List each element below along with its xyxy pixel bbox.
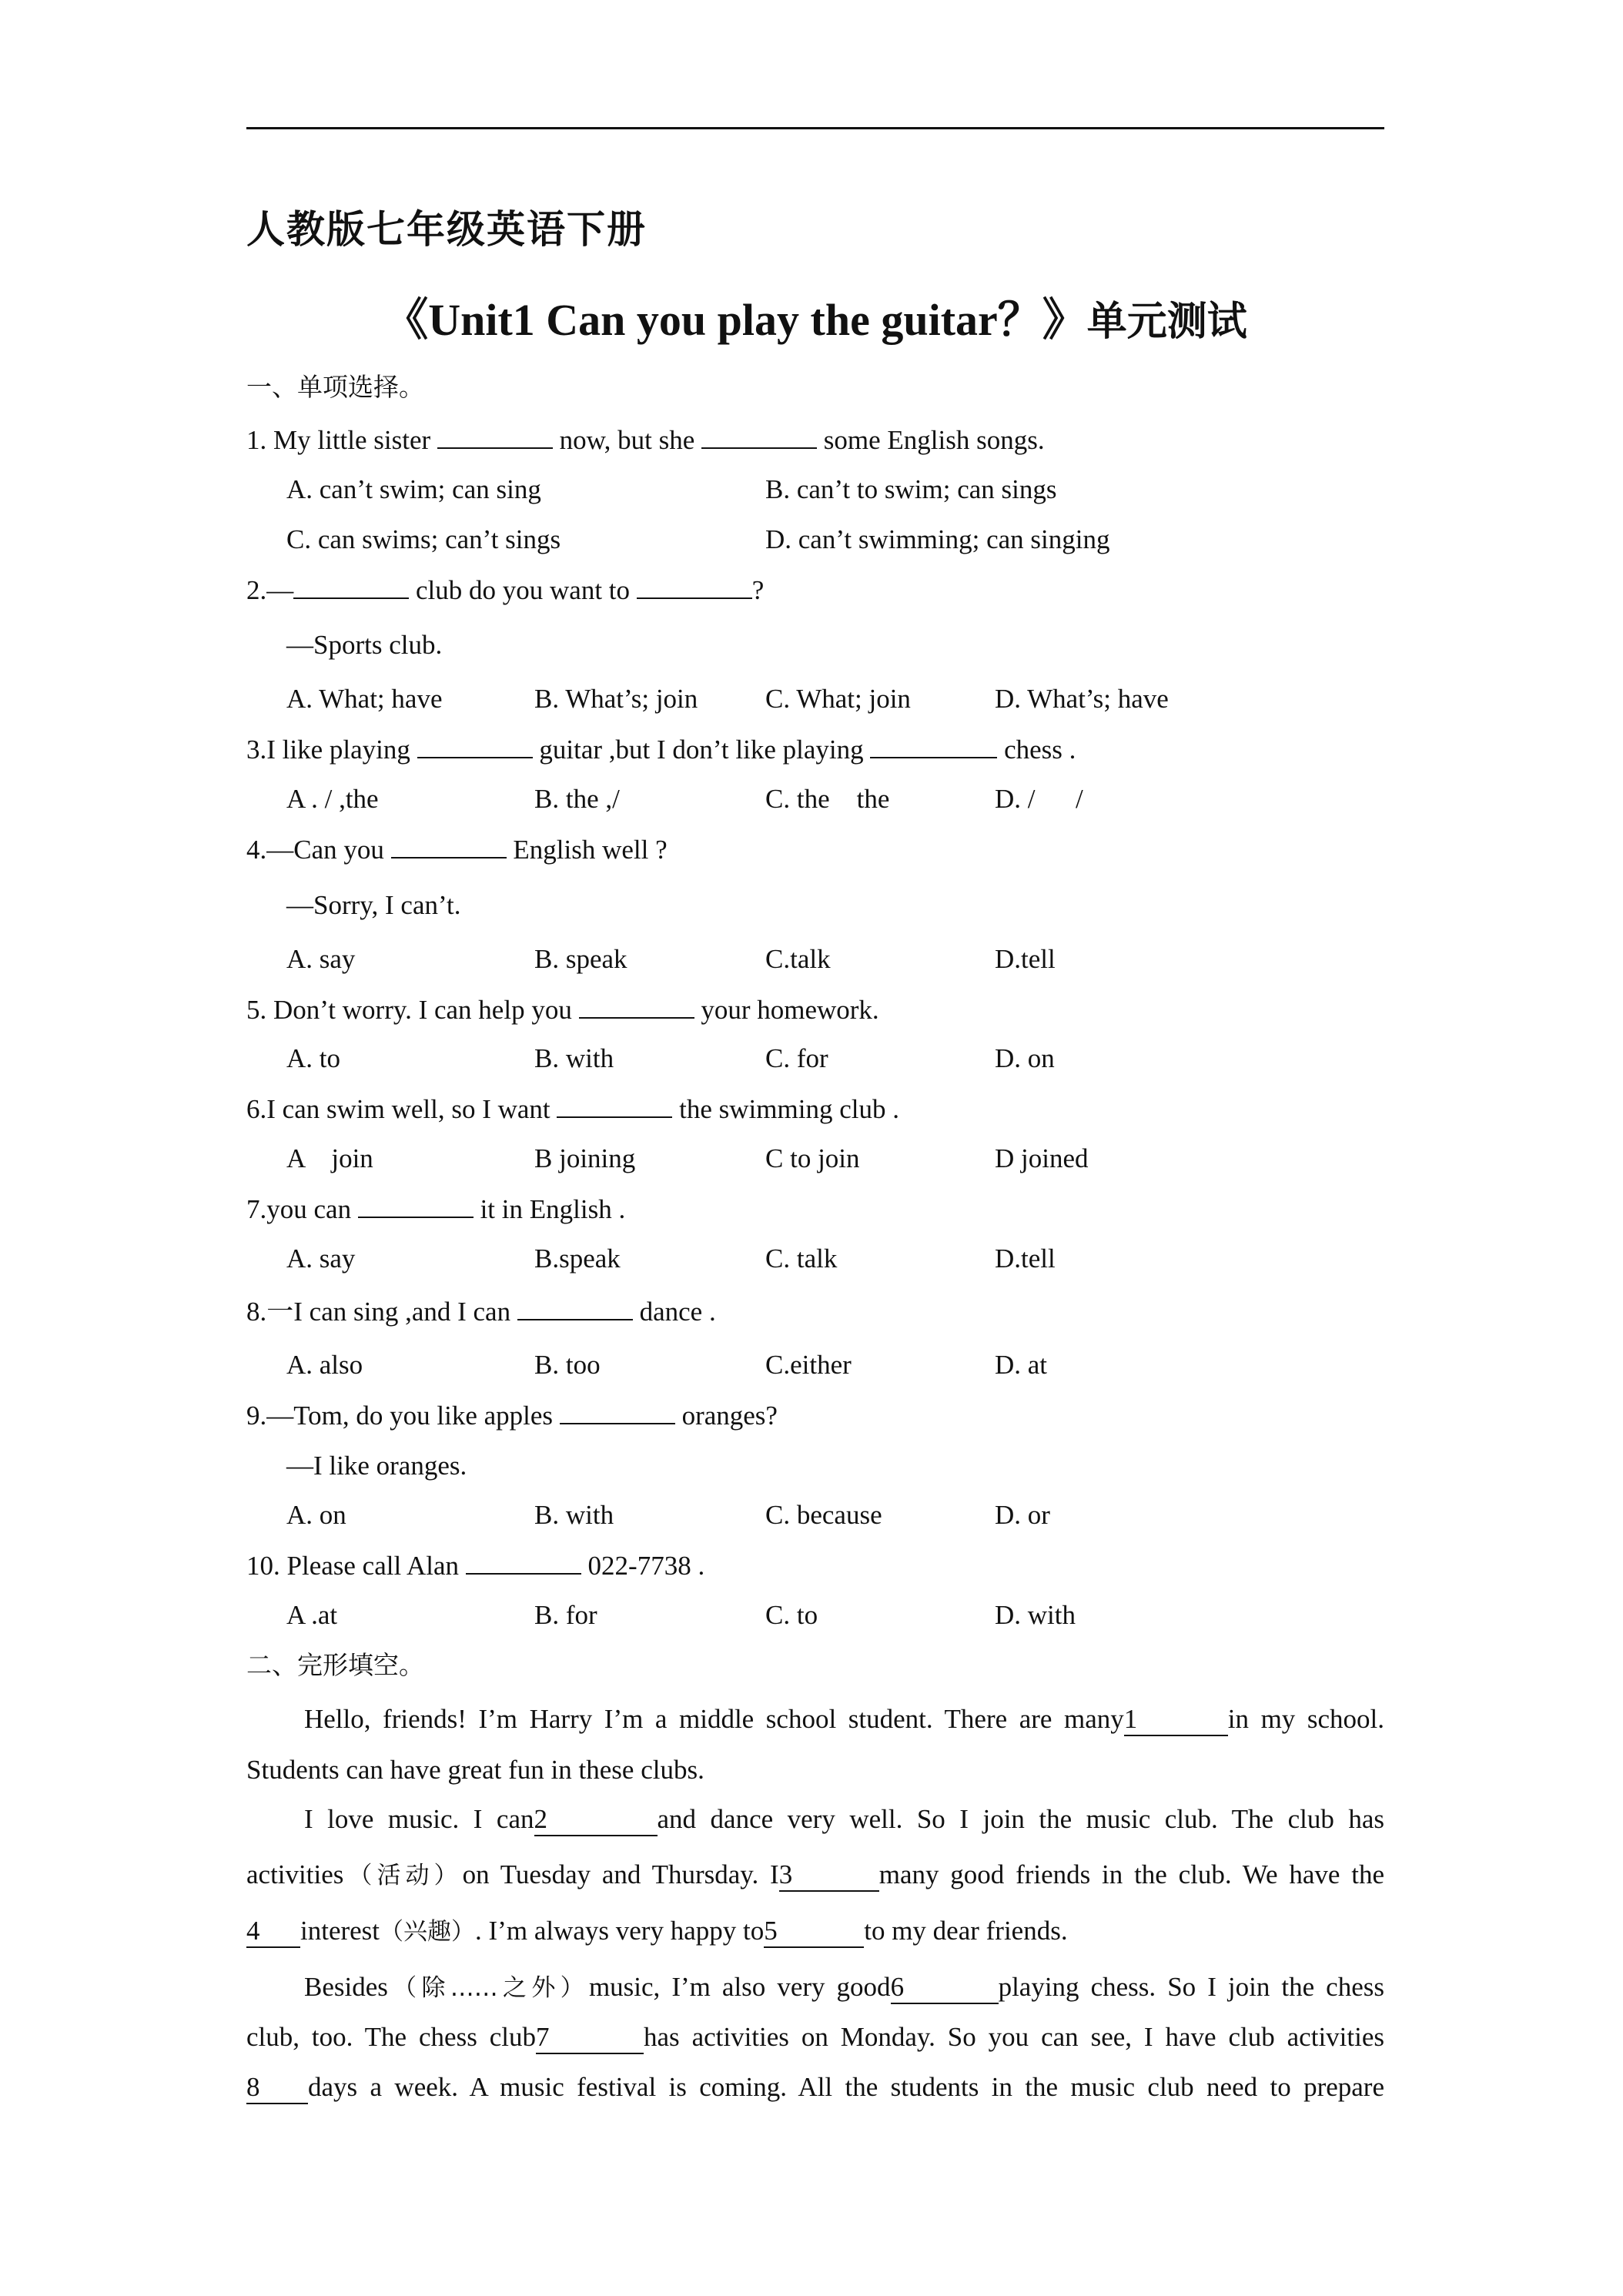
option-a: A. say <box>286 944 356 974</box>
question-2: 2.— club do you want to ? <box>246 575 765 605</box>
unit-title <box>246 283 1384 348</box>
option-c: C. What; join <box>765 684 911 714</box>
option-b: B. with <box>534 1043 614 1073</box>
option-c: C.talk <box>765 944 831 974</box>
option-d: D.tell <box>995 1243 1056 1274</box>
question-8: 8.一I can sing ,and I can dance . <box>246 1297 716 1327</box>
document-title: 人教版七年级英语下册 <box>246 207 647 252</box>
option-b: B. too <box>534 1350 601 1380</box>
answer-blank <box>701 424 817 449</box>
cloze-blank-2: 2 <box>534 1805 658 1836</box>
option-d: D joined <box>995 1143 1089 1173</box>
option-d: D.tell <box>995 944 1056 974</box>
option-b: B. speak <box>534 944 627 974</box>
option-a: A. What; have <box>286 684 443 714</box>
option-c: C to join <box>765 1143 860 1173</box>
question-1: 1. My little sister now, but she some English songs. <box>246 425 1045 455</box>
cloze-blank-8: 8 <box>246 2073 308 2104</box>
option-c: C.either <box>765 1350 852 1380</box>
option-a: A. also <box>286 1350 363 1380</box>
option-a: A. say <box>286 1243 356 1274</box>
header-rule <box>246 127 1384 129</box>
cloze-paragraph-1-line-1: Hello, friends! I’m Harry I’m a middle school student. There are many1 in my school. <box>304 1704 1384 1736</box>
cloze-paragraph-2-line-1: I love music. I can2 and dance very well. So I join the music club. The club has <box>304 1804 1384 1836</box>
option-a: A. can’t swim; can sing <box>286 474 541 504</box>
section1-heading: 一、单项选择。 <box>246 372 424 402</box>
option-a: A. to <box>286 1043 340 1073</box>
option-d: D. with <box>995 1600 1076 1630</box>
cloze-blank-6: 6 <box>891 1973 999 2004</box>
answer-blank <box>466 1550 581 1575</box>
answer-blank <box>560 1400 675 1424</box>
option-b: B. What’s; join <box>534 684 698 714</box>
answer-blank <box>517 1296 633 1320</box>
option-c: C. talk <box>765 1243 838 1274</box>
option-a: A. on <box>286 1500 346 1530</box>
cloze-blank-1: 1 <box>1124 1705 1228 1736</box>
question-9: 9.—Tom, do you like apples oranges? <box>246 1401 778 1431</box>
answer-blank <box>637 574 752 599</box>
question-3: 3.I like playing guitar ,but I don’t like playing chess . <box>246 735 1076 765</box>
cloze-paragraph-3-line-1: Besides（除……之外）music, I’m also very good6 playing chess. So I join the chess <box>304 1968 1384 2004</box>
option-d: D. on <box>995 1043 1055 1073</box>
section2-heading: 二、完形填空。 <box>246 1650 424 1680</box>
answer-blank <box>417 734 533 758</box>
cloze-paragraph-2-line-2: activities（活动）on Tuesday and Thursday. I3 many good friends in the club. We have the <box>246 1856 1384 1892</box>
option-a: A .at <box>286 1600 338 1630</box>
question-10: 10. Please call Alan 022-7738 . <box>246 1551 705 1581</box>
option-d: D. can’t swimming; can singing <box>765 524 1110 554</box>
option-b: B. with <box>534 1500 614 1530</box>
answer-blank <box>579 994 694 1019</box>
option-b: B. the ,/ <box>534 784 620 814</box>
unit-title-en: 《Unit1 Can you play the guitar？》 <box>383 295 1087 345</box>
option-b: B. for <box>534 1600 597 1630</box>
option-a: A join <box>286 1143 373 1173</box>
question-7: 7.you can it in English . <box>246 1194 626 1224</box>
answer-blank <box>557 1093 672 1118</box>
option-c: C. because <box>765 1500 882 1530</box>
question-4: 4.—Can you English well ? <box>246 835 668 865</box>
answer-blank <box>437 424 553 449</box>
option-a: A . / ,the <box>286 784 379 814</box>
answer-blank <box>870 734 997 758</box>
option-c: C. for <box>765 1043 828 1073</box>
option-d: D. / / <box>995 784 1083 814</box>
question-4-reply: —Sorry, I can’t. <box>286 890 461 920</box>
option-d: D. or <box>995 1500 1050 1530</box>
cloze-paragraph-2-line-3: 4 interest（兴趣）. I’m always very happy to5 to my dear friends. <box>246 1912 1384 1948</box>
option-b: B.speak <box>534 1243 621 1274</box>
cloze-paragraph-3-line-3: 8 days a week. A music festival is coming. All the students in the music club need to prepare <box>246 2072 1384 2104</box>
answer-blank <box>391 834 507 858</box>
question-9-reply: —I like oranges. <box>286 1451 467 1481</box>
cloze-blank-4: 4 <box>246 1916 300 1948</box>
option-c: C. can swims; can’t sings <box>286 524 561 554</box>
option-d: D. What’s; have <box>995 684 1169 714</box>
option-c: C. the the <box>765 784 890 814</box>
question-2-reply: —Sports club. <box>286 630 443 660</box>
option-b: B. can’t to swim; can sings <box>765 474 1057 504</box>
option-b: B joining <box>534 1143 636 1173</box>
cloze-blank-3: 3 <box>779 1860 879 1892</box>
cloze-paragraph-3-line-2: club, too. The chess club7 has activities on Monday. So you can see, I have club activities <box>246 2022 1384 2054</box>
option-c: C. to <box>765 1600 818 1630</box>
answer-blank <box>358 1193 474 1218</box>
unit-title-cn: 单元测试 <box>1086 299 1247 345</box>
question-6: 6.I can swim well, so I want the swimming club . <box>246 1094 899 1124</box>
answer-blank <box>293 574 409 599</box>
question-5: 5. Don’t worry. I can help you your homework. <box>246 995 879 1025</box>
cloze-paragraph-1-line-2: Students can have great fun in these clubs. <box>246 1755 704 1785</box>
option-d: D. at <box>995 1350 1048 1380</box>
cloze-blank-7: 7 <box>536 2023 644 2054</box>
cloze-blank-5: 5 <box>764 1916 864 1948</box>
